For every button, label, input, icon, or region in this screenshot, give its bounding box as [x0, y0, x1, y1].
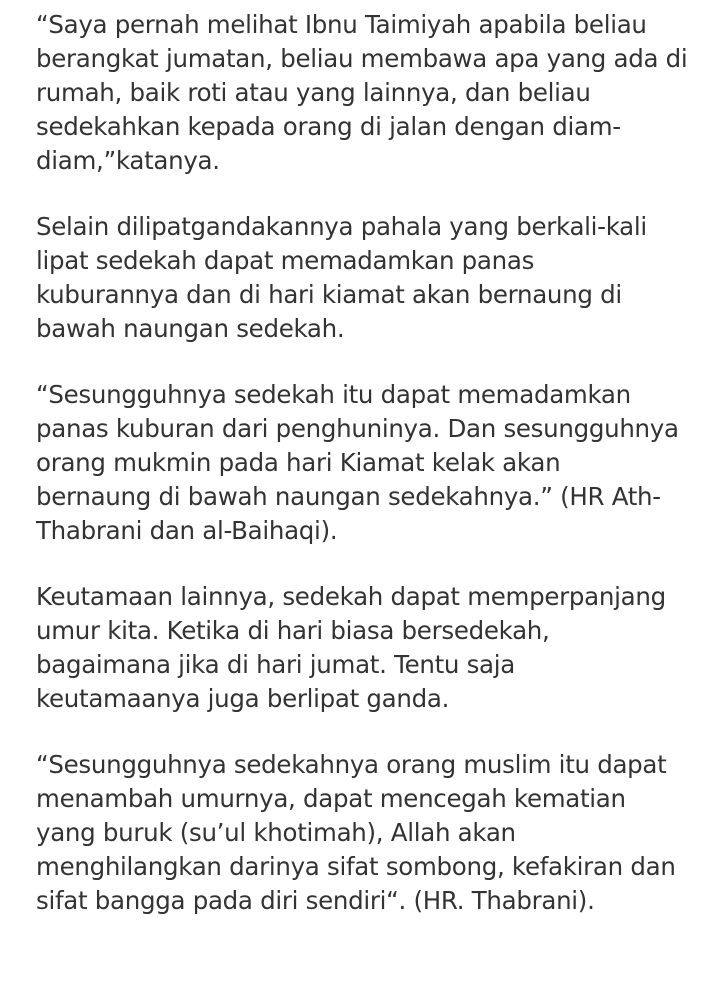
paragraph-hadith-thabrani [36, 748, 700, 918]
paragraph-keutamaan [36, 580, 700, 716]
text-line: sedekahkan kepada orang di jalan dengan diam- [36, 112, 621, 141]
text-line: orang mukmin pada hari Kiamat kelak akan [36, 448, 561, 477]
text-line: sifat bangga pada diri sendiri“. (HR. Thabrani). [36, 886, 595, 915]
text-line: “Sesungguhnya sedekahnya orang muslim itu dapat [36, 750, 667, 779]
text-line: yang buruk (su’ul khotimah), Allah akan [36, 818, 516, 847]
text-line: lipat sedekah dapat memadamkan panas [36, 246, 535, 275]
text-line: diam,”katanya. [36, 146, 220, 175]
text-line: rumah, baik roti atau yang lainnya, dan beliau [36, 78, 591, 107]
text-line: menghilangkan darinya sifat sombong, kefakiran dan [36, 852, 676, 881]
paragraph-hadith-thabrani-baihaqi [36, 378, 700, 548]
text-line: menambah umurnya, dapat mencegah kematian [36, 784, 626, 813]
text-line: bernaung di bawah naungan sedekahnya.” (HR Ath- [36, 482, 661, 511]
text-line: “Sesungguhnya sedekah itu dapat memadamkan [36, 380, 631, 409]
text-line: “Saya pernah melihat Ibnu Taimiyah apabila beliau [36, 10, 647, 39]
text-line: Thabrani dan al-Baihaqi). [36, 516, 338, 545]
paragraph-pahala [36, 210, 700, 346]
text-line: keutamaanya juga berlipat ganda. [36, 684, 450, 713]
text-line: Keutamaan lainnya, sedekah dapat memperpanjang [36, 582, 666, 611]
text-line: kuburannya dan di hari kiamat akan bernaung di [36, 280, 622, 309]
text-line: berangkat jumatan, beliau membawa apa yang ada di [36, 44, 688, 73]
text-line: Selain dilipatgandakannya pahala yang berkali-kali [36, 212, 647, 241]
text-line: bawah naungan sedekah. [36, 314, 345, 343]
article-body [36, 8, 700, 950]
text-line: umur kita. Ketika di hari biasa bersedekah, [36, 616, 550, 645]
text-line: panas kuburan dari penghuninya. Dan sesungguhnya [36, 414, 679, 443]
paragraph-ibnu-taimiyah-quote [36, 8, 700, 178]
text-line: bagaimana jika di hari jumat. Tentu saja [36, 650, 515, 679]
